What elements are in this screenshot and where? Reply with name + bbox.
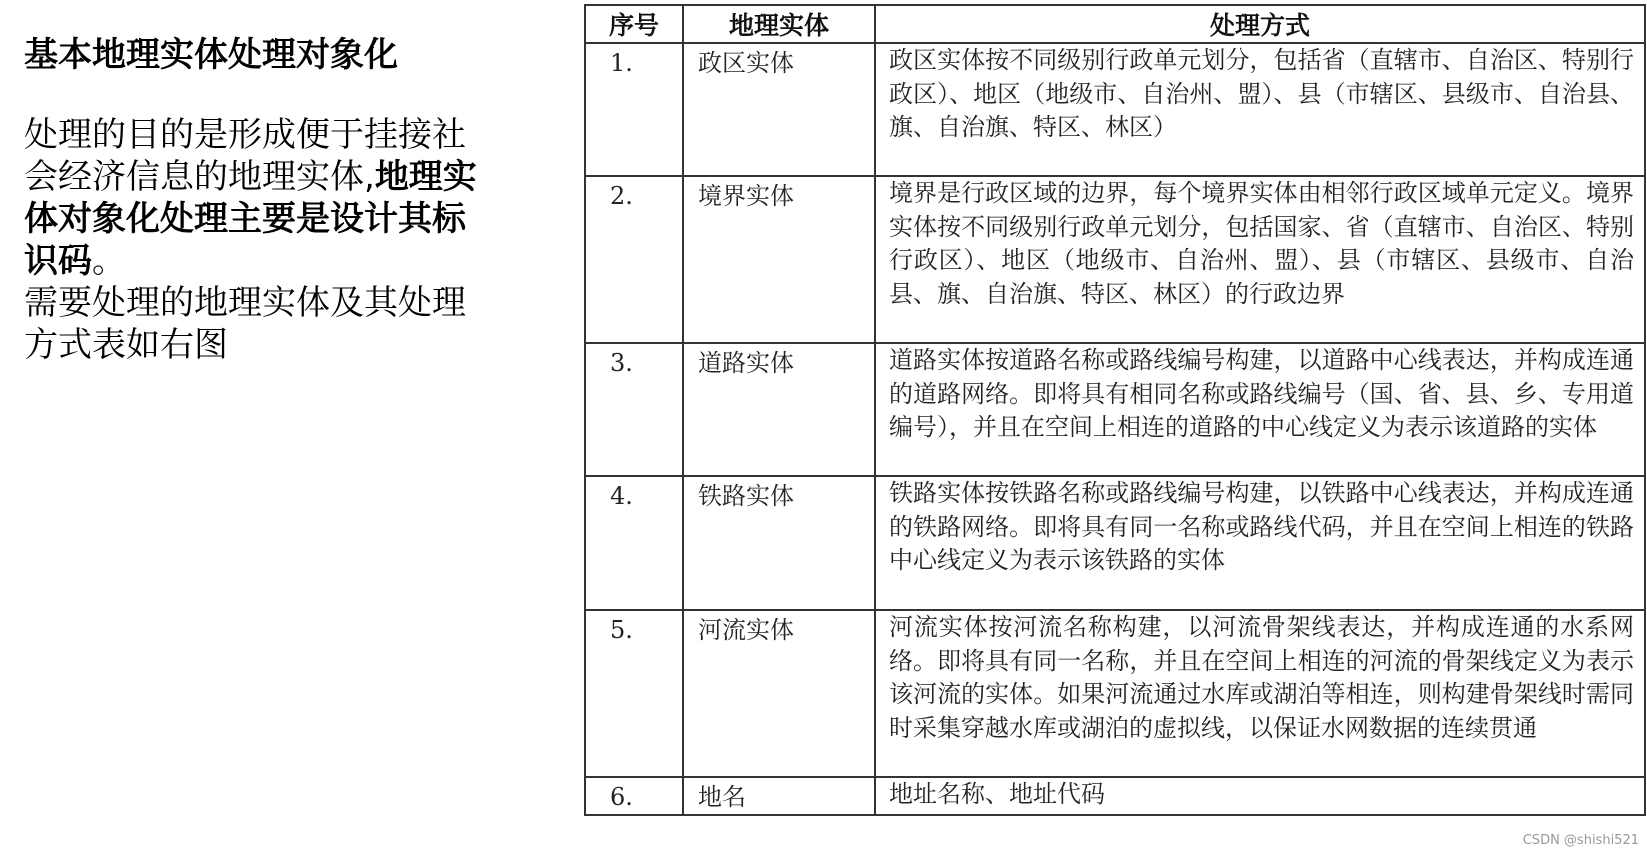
table-row [585, 777, 1645, 815]
header-method: 处理方式 [875, 5, 1645, 43]
row-number: 3. [585, 343, 683, 476]
row-entity: 地名 [683, 777, 875, 815]
description-paragraph-2: 需要处理的地理实体及其处理方式表如右图 [24, 283, 466, 365]
row-entity: 境界实体 [683, 176, 875, 343]
description-text-end: 。 [92, 241, 126, 281]
row-method: 境界是行政区域的边界，每个境界实体由相邻行政区域单元定义。境界实体按不同级别行政单元划分，包括国家、省（直辖市、自治区、特别行政区）、地区（地级市、自治州、盟）、县（市辖区、县级市、自治县、旗、自治旗、特区、林区）的行政边界 [875, 176, 1645, 343]
row-number: 4. [585, 476, 683, 610]
row-number: 2. [585, 176, 683, 343]
row-method: 河流实体按河流名称构建，以河流骨架线表达，并构成连通的水系网络。即将具有同一名称，并且在空间上相连的河流的骨架线定义为表示该河流的实体。如果河流通过水库或湖泊等相连，则构建骨架线时需同时采集穿越水库或湖泊的虚拟线，以保证水网数据的连续贯通 [875, 610, 1645, 777]
table-row [585, 476, 1645, 610]
row-entity: 铁路实体 [683, 476, 875, 610]
row-entity: 政区实体 [683, 43, 875, 176]
slide-title: 基本地理实体处理对象化 [24, 35, 398, 75]
row-method: 政区实体按不同级别行政单元划分，包括省（直辖市、自治区、特别行政区）、地区（地级市、自治州、盟）、县（市辖区、县级市、自治县、旗、自治旗、特区、林区） [875, 43, 1645, 176]
row-number: 5. [585, 610, 683, 777]
entity-table-container [584, 4, 1644, 852]
row-method: 铁路实体按铁路名称或路线编号构建，以铁路中心线表达，并构成连通的铁路网络。即将具有同一名称或路线代码，并且在空间上相连的铁路中心线定义为表示该铁路的实体 [875, 476, 1645, 610]
entity-processing-table [584, 4, 1646, 816]
header-entity: 地理实体 [683, 5, 875, 43]
watermark: CSDN @shishi521 [1522, 833, 1639, 848]
row-entity: 河流实体 [683, 610, 875, 777]
row-method: 地址名称、地址代码 [875, 777, 1645, 815]
description-bold-text: 地理实体对象化处理主要是设计其标识码 [24, 157, 477, 281]
row-entity: 道路实体 [683, 343, 875, 476]
table-row [585, 176, 1645, 343]
description-paragraph [24, 114, 494, 282]
row-method: 道路实体按道路名称或路线编号构建，以道路中心线表达，并构成连通的道路网络。即将具有相同名称或路线编号（国、省、县、乡、专用道编号），并且在空间上相连的道路的中心线定义为表示该道路的实体 [875, 343, 1645, 476]
description-text-1: 处理的目的是形成便于挂接社会经济信息的地理实体, [24, 115, 466, 197]
row-number: 1. [585, 43, 683, 176]
row-number: 6. [585, 777, 683, 815]
table-header-row [585, 5, 1645, 43]
table-row [585, 343, 1645, 476]
header-number: 序号 [585, 5, 683, 43]
table-row [585, 610, 1645, 777]
table-row [585, 43, 1645, 176]
left-text-panel [24, 30, 494, 366]
